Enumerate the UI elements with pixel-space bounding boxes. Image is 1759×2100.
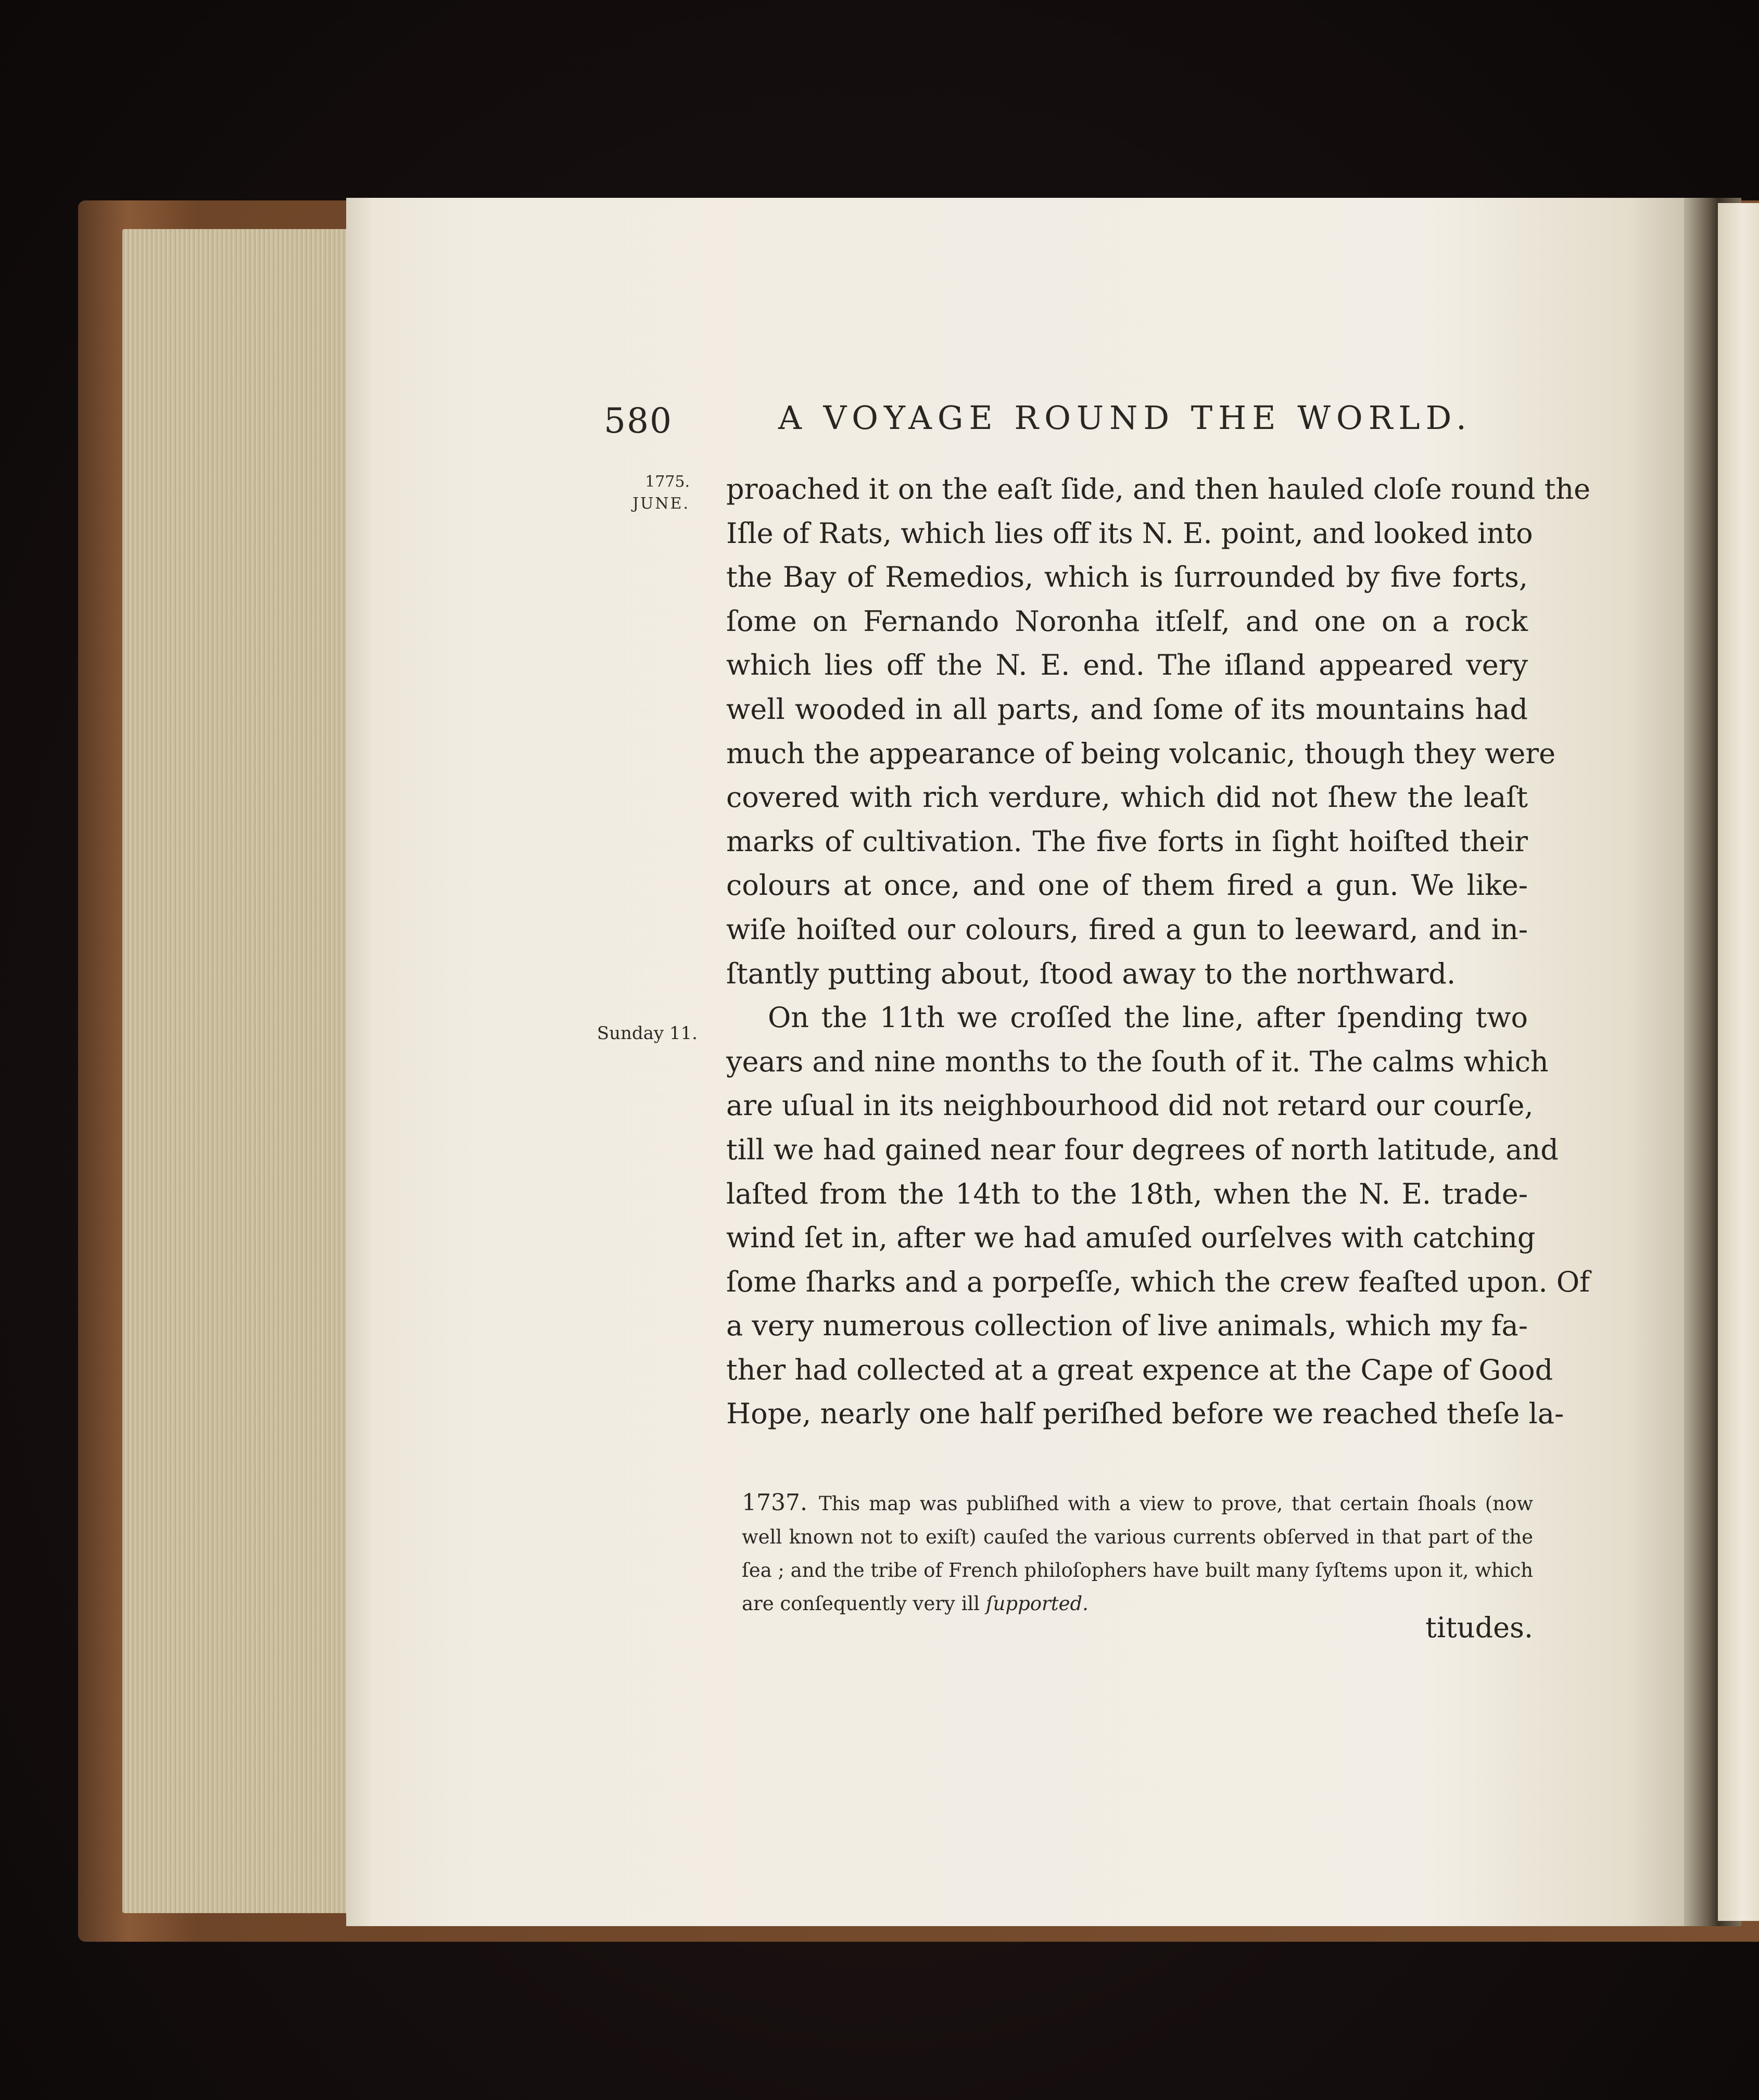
footnote-text: This map was publiſhed with a view to prove, that certain ſhoals (now bbox=[818, 1492, 1533, 1515]
text-line: ſtantly putting about, ſtood away to the northward. bbox=[726, 957, 1456, 990]
text-line: are uſual in its neighbourhood did not retard our courſe, bbox=[726, 1089, 1534, 1122]
text-line: ſome on Fernando Noronha itſelf, and one on a rock bbox=[726, 604, 1528, 638]
footnote-line: well known not to exiſt) cauſed the various currents obſerved in that part of the bbox=[742, 1526, 1533, 1548]
text-line: much the appearance of being volcanic, though they were bbox=[726, 737, 1556, 770]
footnote-emphasis: ſupported. bbox=[985, 1592, 1089, 1615]
margin-day: Sunday 11. bbox=[597, 1023, 698, 1044]
text-line: On the 11th we croſſed the line, after ſpending two bbox=[768, 1001, 1528, 1034]
text-line: ſome ſharks and a porpeſſe, which the crew feaſted upon. Of bbox=[726, 1265, 1590, 1298]
text-line: a very numerous collection of live animals, which my fa- bbox=[726, 1309, 1528, 1343]
footnote-text: are conſequently very ill bbox=[742, 1592, 980, 1615]
text-line: Hope, nearly one half periſhed before we reached theſe la- bbox=[726, 1397, 1564, 1431]
body-text bbox=[726, 467, 1591, 1436]
text-line: wind ſet in, after we had amuſed ourſelves with catching bbox=[726, 1221, 1536, 1255]
text-line: the Bay of Remedios, which is ſurrounded by five forts, bbox=[726, 561, 1528, 594]
text-line: laſted from the 14th to the 18th, when the N. E. trade- bbox=[726, 1177, 1528, 1210]
footnote-line: ſea ; and the tribe of French philoſophers have built many ſyſtems upon it, which bbox=[742, 1559, 1533, 1582]
text-line: covered with rich verdure, which did not ſhew the leaſt bbox=[726, 781, 1528, 814]
facing-page-edge bbox=[1718, 203, 1759, 1921]
text-line: colours at once, and one of them fired a gun. We like- bbox=[726, 869, 1528, 902]
text-line: proached it on the eaſt ſide, and then hauled cloſe round the bbox=[726, 473, 1591, 505]
page-number: 580 bbox=[604, 401, 673, 441]
text-line: well wooded in all parts, and ſome of its mountains had bbox=[726, 692, 1528, 726]
margin-month: JUNE. bbox=[632, 495, 690, 513]
footnote-year: 1737. bbox=[742, 1489, 807, 1516]
text-line: which lies off the N. E. end. The iſland appeared very bbox=[726, 649, 1528, 682]
text-line: wiſe hoiſted our colours, fired a gun to leeward, and in- bbox=[726, 913, 1528, 946]
catchword: titudes. bbox=[1425, 1611, 1533, 1644]
margin-year: 1775. bbox=[645, 473, 690, 491]
footnote-line bbox=[742, 1486, 1533, 1521]
footnote bbox=[742, 1486, 1533, 1621]
page-header bbox=[604, 389, 1472, 447]
text-line: Iſle of Rats, which lies off its N. E. point, and looked into bbox=[726, 516, 1533, 550]
text-line: marks of cultivation. The five forts in ſight hoiſted their bbox=[726, 825, 1528, 858]
running-title: A VOYAGE ROUND THE WORLD. bbox=[778, 399, 1472, 437]
text-line: till we had gained near four degrees of north latitude, and bbox=[726, 1133, 1559, 1166]
text-line: years and nine months to the ſouth of it. The calms which bbox=[726, 1045, 1549, 1078]
page-edges bbox=[122, 229, 351, 1913]
text-line: ther had collected at a great expence at the Cape of Good bbox=[726, 1353, 1553, 1386]
